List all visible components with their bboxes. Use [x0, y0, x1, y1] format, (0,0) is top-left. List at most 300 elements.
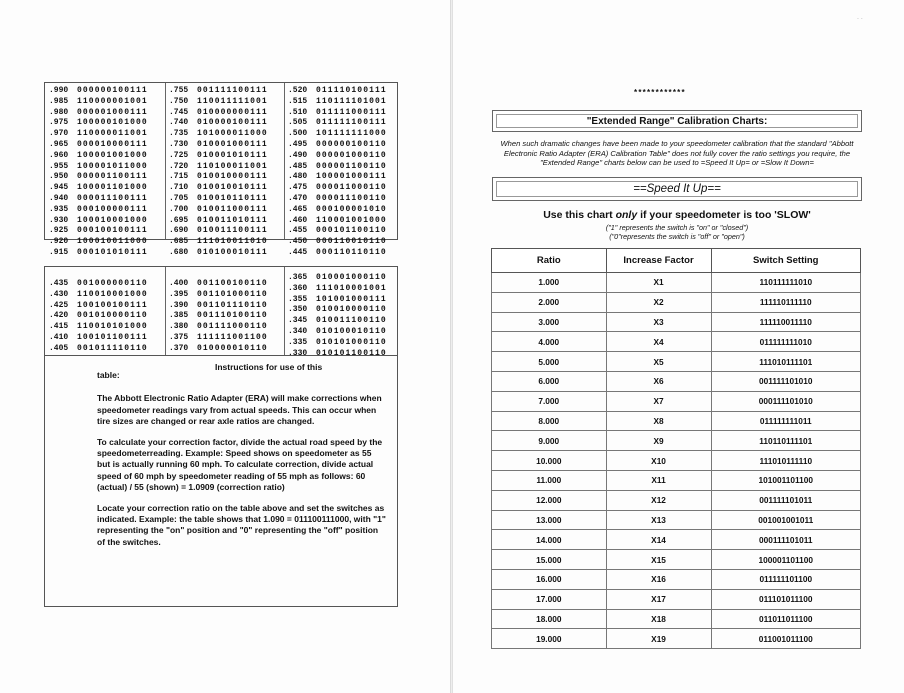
- ratio-value: .345: [288, 316, 308, 326]
- calibration-table-top: [44, 82, 398, 257]
- table-row: [492, 312, 861, 332]
- switch-code: 100100100111: [77, 300, 148, 310]
- table-row: [288, 86, 387, 97]
- table-row: [49, 226, 148, 237]
- table-row: [492, 391, 861, 411]
- table-row: [49, 140, 148, 151]
- ratio-value: .950: [49, 172, 69, 182]
- ratio-value: .340: [288, 326, 308, 336]
- table-row: [49, 322, 148, 333]
- switch-code: 000001100110: [316, 161, 387, 171]
- ratio-value: .450: [288, 237, 308, 247]
- switch-code: 001010000110: [77, 311, 148, 321]
- table-row: [288, 305, 387, 316]
- ratio-value: .710: [169, 183, 189, 193]
- speed-it-up-title: ==Speed It Up==: [633, 183, 721, 195]
- table-row: [169, 333, 268, 344]
- switch-setting-cell: 011101011100: [711, 589, 860, 609]
- table-column: [288, 273, 387, 359]
- ratio-value: .985: [49, 96, 69, 106]
- ratio-value: .680: [169, 247, 189, 257]
- ratio-value: .715: [169, 172, 189, 182]
- table-row: [288, 237, 387, 248]
- ratio-cell: 5.000: [492, 352, 607, 372]
- switch-code: 001111100111: [197, 86, 268, 95]
- table-row: [288, 284, 387, 295]
- switch-code: 000001000110: [316, 150, 387, 160]
- usage-suffix: if your speedometer is too 'SLOW': [637, 209, 811, 221]
- table-row: [49, 172, 148, 183]
- table-row: [169, 216, 268, 227]
- table-row: [49, 248, 148, 259]
- switch-code: 000110010110: [316, 237, 387, 247]
- table-row: [492, 609, 861, 629]
- switch-code: 000000100111: [77, 86, 148, 95]
- increase-factor-cell: X14: [606, 530, 711, 550]
- table-row: [288, 140, 387, 151]
- ratio-cell: 17.000: [492, 589, 607, 609]
- instructions-body: [97, 370, 387, 557]
- ratio-cell: 4.000: [492, 332, 607, 352]
- switch-code: 110001001000: [316, 215, 387, 225]
- table-row: [288, 216, 387, 227]
- ratio-value: .750: [169, 96, 189, 106]
- switch-code: 000110110110: [316, 247, 387, 257]
- increase-factor-cell: X18: [606, 609, 711, 629]
- ratio-value: .470: [288, 193, 308, 203]
- table-row: [288, 226, 387, 237]
- ratio-value: .925: [49, 226, 69, 236]
- switch-code: 000001000111: [77, 107, 148, 117]
- increase-factor-cell: X7: [606, 391, 711, 411]
- ratio-value: .485: [288, 161, 308, 171]
- table-row: [49, 151, 148, 162]
- column-divider: [284, 83, 285, 239]
- table-row: [169, 279, 268, 290]
- extended-range-title: "Extended Range" Calibration Charts:: [586, 115, 768, 127]
- ratio-cell: 8.000: [492, 411, 607, 431]
- switch-setting-cell: 111110111110: [711, 292, 860, 312]
- increase-factor-cell: X10: [606, 451, 711, 471]
- table-row: [169, 97, 268, 108]
- table-row: [49, 183, 148, 194]
- table-row: [288, 118, 387, 129]
- table-row: [169, 129, 268, 140]
- ratio-value: .520: [288, 86, 308, 95]
- ratio-cell: 3.000: [492, 312, 607, 332]
- table-row: [49, 205, 148, 216]
- table-row: [288, 97, 387, 108]
- table-row: [492, 431, 861, 451]
- ratio-cell: 7.000: [492, 391, 607, 411]
- table-row: [49, 162, 148, 173]
- ratio-value: .480: [288, 172, 308, 182]
- switch-code: 100101100111: [77, 332, 148, 342]
- switch-code: 001101000110: [197, 289, 268, 299]
- switch-code: 010001000110: [316, 273, 387, 282]
- switch-setting-cell: 011111111011: [711, 411, 860, 431]
- table-row: [492, 550, 861, 570]
- table-row: [169, 290, 268, 301]
- ratio-value: .370: [169, 343, 189, 353]
- increase-factor-cell: X6: [606, 371, 711, 391]
- switch-setting-cell: 111010111101: [711, 352, 860, 372]
- table-row: [288, 295, 387, 306]
- extended-range-header: [492, 110, 862, 132]
- switch-code: 110000011001: [77, 129, 148, 139]
- table-row: [288, 327, 387, 338]
- ratio-value: .915: [49, 247, 69, 257]
- switch-code: 101000011000: [197, 129, 268, 139]
- increase-factor-cell: X15: [606, 550, 711, 570]
- ratio-cell: 15.000: [492, 550, 607, 570]
- switch-code: 100010001000: [77, 215, 148, 225]
- instructions-title-continued: table:: [97, 370, 120, 380]
- table-row: [169, 344, 268, 355]
- ratio-value: .700: [169, 204, 189, 214]
- ratio-value: .945: [49, 183, 69, 193]
- ratio-value: .420: [49, 311, 69, 321]
- ratio-value: .415: [49, 322, 69, 332]
- table-row: [288, 183, 387, 194]
- switch-setting-cell: 011111111010: [711, 332, 860, 352]
- ratio-value: .375: [169, 332, 189, 342]
- switch-code: 010001010111: [197, 150, 268, 160]
- switch-setting-cell: 111110011110: [711, 312, 860, 332]
- ratio-value: .980: [49, 107, 69, 117]
- switch-setting-cell: 110111111010: [711, 273, 860, 293]
- switch-code: 101001000111: [316, 294, 387, 304]
- table-row: [49, 301, 148, 312]
- table-row: [492, 411, 861, 431]
- ratio-value: .515: [288, 96, 308, 106]
- table-row: [288, 338, 387, 349]
- increase-factor-cell: X11: [606, 470, 711, 490]
- switch-code: 001110100110: [197, 311, 268, 321]
- ratio-value: .445: [288, 247, 308, 257]
- table-row: [169, 86, 268, 97]
- switch-setting-cell: 000111101011: [711, 530, 860, 550]
- switch-code: 000011100110: [316, 193, 387, 203]
- ratio-value: .940: [49, 193, 69, 203]
- switch-code: 000101010111: [77, 247, 148, 257]
- table-row: [169, 205, 268, 216]
- switch-code: 110100011001: [197, 161, 268, 171]
- switch-setting-cell: 011111101100: [711, 569, 860, 589]
- switch-code: 010000000111: [197, 107, 268, 117]
- table-row: [492, 629, 861, 649]
- switch-code: 000001100111: [77, 172, 148, 182]
- table-row: [169, 118, 268, 129]
- switch-code: 100010011000: [77, 237, 148, 247]
- increase-factor-cell: X1: [606, 273, 711, 293]
- switch-code: 011111100111: [316, 118, 387, 128]
- ratio-value: .960: [49, 150, 69, 160]
- ratio-value: .740: [169, 118, 189, 128]
- switch-code: 111111001100: [197, 332, 268, 342]
- table-row: [169, 162, 268, 173]
- switch-code: 001100100110: [197, 279, 268, 288]
- switch-setting-cell: 011001011100: [711, 629, 860, 649]
- table-row: [492, 273, 861, 293]
- switch-code: 100001000111: [316, 172, 387, 182]
- ratio-value: .500: [288, 129, 308, 139]
- table-row: [492, 589, 861, 609]
- table-row: [288, 273, 387, 284]
- ratio-cell: 12.000: [492, 490, 607, 510]
- increase-factor-cell: X13: [606, 510, 711, 530]
- switch-code: 010001000111: [197, 139, 268, 149]
- switch-code: 001011110110: [77, 343, 148, 353]
- increase-factor-cell: X16: [606, 569, 711, 589]
- switch-code: 010011010111: [197, 215, 268, 225]
- table-row: [49, 216, 148, 227]
- table-row: [169, 301, 268, 312]
- usage-prefix: Use this chart: [543, 209, 616, 221]
- ratio-cell: 16.000: [492, 569, 607, 589]
- ratio-value: .730: [169, 139, 189, 149]
- table-row: [49, 108, 148, 119]
- switch-code: 000010000111: [77, 139, 148, 149]
- table-row: [492, 332, 861, 352]
- speed-it-up-header: [492, 177, 862, 201]
- switch-code: 110010001000: [77, 289, 148, 299]
- switch-code: 011111000111: [316, 107, 387, 117]
- table-row: [288, 108, 387, 119]
- ratio-cell: 19.000: [492, 629, 607, 649]
- switch-code: 001000000110: [77, 279, 148, 288]
- switch-setting-cell: 100001101100: [711, 550, 860, 570]
- ratio-value: .490: [288, 150, 308, 160]
- increase-factor-cell: X3: [606, 312, 711, 332]
- increase-factor-cell: X9: [606, 431, 711, 451]
- switch-code: 000011000110: [316, 183, 387, 193]
- table-row: [169, 183, 268, 194]
- switch-code: 110011111001: [197, 96, 268, 106]
- column-header-increase-factor: Increase Factor: [606, 249, 711, 273]
- switch-code: 000100000111: [77, 204, 148, 214]
- table-row: [49, 279, 148, 290]
- ratio-value: .495: [288, 139, 308, 149]
- table-row: [169, 237, 268, 248]
- table-row: [169, 194, 268, 205]
- switch-code: 011110100111: [316, 86, 387, 95]
- ratio-value: .460: [288, 215, 308, 225]
- switch-setting-cell: 111010111110: [711, 451, 860, 471]
- ratio-value: .920: [49, 237, 69, 247]
- switch-code: 111010011010: [197, 237, 268, 247]
- increase-factor-cell: X5: [606, 352, 711, 372]
- table-row: [288, 129, 387, 140]
- switch-code: 010000100111: [197, 118, 268, 128]
- ratio-value: .410: [49, 332, 69, 342]
- switch-code: 001101110110: [197, 300, 268, 310]
- table-row: [49, 344, 148, 355]
- ratio-value: .505: [288, 118, 308, 128]
- switch-setting-cell: 001111101011: [711, 490, 860, 510]
- ratio-value: .725: [169, 150, 189, 160]
- switch-code: 010010110111: [197, 193, 268, 203]
- switch-code: 001111000110: [197, 322, 268, 332]
- ratio-value: .430: [49, 289, 69, 299]
- table-row: [492, 510, 861, 530]
- instructions-paragraph-2: To calculate your correction factor, divide the actual road speed by the speedometerreading. Example: Speed shows on speedometer as 55 but is actually running 60 mph. To calculate correction, divide actual speed of 60 mph by speedometer reading of 55 mph as follows: 60 (actual) / 55 (shown) = 1.0909 (correction ratio): [97, 436, 383, 493]
- switch-code: 100001001000: [77, 150, 148, 160]
- table-row: [288, 151, 387, 162]
- column-divider: [284, 267, 285, 355]
- switch-code: 000101100110: [316, 226, 387, 236]
- ratio-value: .690: [169, 226, 189, 236]
- table-row: [49, 333, 148, 344]
- ratio-value: .965: [49, 139, 69, 149]
- table-row: [49, 97, 148, 108]
- table-row: [492, 451, 861, 471]
- table-row: [49, 118, 148, 129]
- ratio-value: .745: [169, 107, 189, 117]
- ratio-value: .990: [49, 86, 69, 95]
- ratio-cell: 6.000: [492, 371, 607, 391]
- switch-setting-cell: 001111101010: [711, 371, 860, 391]
- ratio-value: .395: [169, 289, 189, 299]
- table-row: [492, 490, 861, 510]
- switch-off-note: ("0"represents the switch is "off" or "open"): [609, 232, 745, 241]
- switch-code: 010100010110: [316, 326, 387, 336]
- switch-code: 010100010111: [197, 247, 268, 257]
- ratio-value: .455: [288, 226, 308, 236]
- ratio-value: .360: [288, 283, 308, 293]
- table-column: [288, 86, 387, 259]
- ratio-cell: 13.000: [492, 510, 607, 530]
- increase-factor-cell: X4: [606, 332, 711, 352]
- table-row: [169, 248, 268, 259]
- table-row: [288, 205, 387, 216]
- column-header-ratio: Ratio: [492, 249, 607, 273]
- switch-on-note: ("1" represents the switch is "on" or "closed"): [605, 223, 749, 232]
- switch-code: 010010010111: [197, 183, 268, 193]
- switch-code: 010101100110: [316, 348, 387, 358]
- ratio-value: .695: [169, 215, 189, 225]
- table-row: [169, 311, 268, 322]
- instructions-paragraph-3: Locate your correction ratio on the table above and set the switches as indicated. Example: the table shows that 1.090 = 011100111000, with "1" representing the "on" position and "0" representing the "off" position of the switches.: [97, 502, 386, 547]
- table-row: [492, 292, 861, 312]
- ratio-value: .735: [169, 129, 189, 139]
- table-row: [288, 172, 387, 183]
- instructions-box: [44, 354, 398, 607]
- switch-code: 111010001001: [316, 283, 387, 293]
- increase-factor-cell: X12: [606, 490, 711, 510]
- table-row: [492, 470, 861, 490]
- calibration-table-middle: [44, 266, 398, 356]
- ratio-cell: 11.000: [492, 470, 607, 490]
- table-row: [492, 371, 861, 391]
- switch-code: 010010000110: [316, 305, 387, 315]
- table-row: [169, 151, 268, 162]
- ratio-value: .405: [49, 343, 69, 353]
- table-row: [49, 194, 148, 205]
- table-row: [169, 108, 268, 119]
- table-column: [49, 86, 148, 259]
- switch-code: 000100100111: [77, 226, 148, 236]
- intro-text: When such dramatic changes have been made to your speedometer calibration that the standard "Abbott Electronic Ratio Adapter (ERA) Calibration Table" does not fully cover the ratio settings you require, the "Extended Range" charts below can be used to =Speed It Up= or =Slow It Down=: [500, 139, 854, 168]
- star-divider: ************: [634, 88, 686, 97]
- usage-emphasis: only: [615, 209, 638, 221]
- switch-setting-cell: 110110111101: [711, 431, 860, 451]
- ratio-value: .930: [49, 215, 69, 225]
- table-row: [169, 226, 268, 237]
- switch-code: 101111111000: [316, 129, 387, 139]
- table-row: [492, 569, 861, 589]
- ratio-cell: 1.000: [492, 273, 607, 293]
- table-row: [288, 248, 387, 259]
- table-column: [169, 279, 268, 355]
- ratio-cell: 18.000: [492, 609, 607, 629]
- ratio-value: .330: [288, 348, 308, 358]
- column-divider: [165, 83, 166, 239]
- table-row: [49, 290, 148, 301]
- switch-code: 100001101000: [77, 183, 148, 193]
- table-row: [492, 530, 861, 550]
- switch-setting-cell: 000111101010: [711, 391, 860, 411]
- switch-code: 110010101000: [77, 322, 148, 332]
- speed-it-up-table: [491, 248, 861, 649]
- usage-instruction: [488, 209, 866, 221]
- switch-setting-cell: 101001101100: [711, 470, 860, 490]
- ratio-value: .955: [49, 161, 69, 171]
- table-row: [49, 311, 148, 322]
- switch-code: 010011100110: [316, 316, 387, 326]
- instructions-title: Instructions for use of this: [215, 362, 323, 372]
- ratio-cell: 9.000: [492, 431, 607, 451]
- increase-factor-cell: X2: [606, 292, 711, 312]
- increase-factor-cell: X19: [606, 629, 711, 649]
- increase-factor-cell: X17: [606, 589, 711, 609]
- ratio-value: .365: [288, 273, 308, 282]
- switch-code: 010101000110: [316, 337, 387, 347]
- ratio-value: .685: [169, 237, 189, 247]
- increase-factor-cell: X8: [606, 411, 711, 431]
- table-row: [49, 237, 148, 248]
- ratio-value: .335: [288, 337, 308, 347]
- table-row: [288, 194, 387, 205]
- ratio-value: .350: [288, 305, 308, 315]
- ratio-value: .935: [49, 204, 69, 214]
- table-row: [169, 322, 268, 333]
- instructions-paragraph-1: The Abbott Electronic Ratio Adapter (ERA) will make corrections when speedometer readings vary from actual speeds. This can occur when tire sizes are changed or rear axle ratios are changed.: [97, 393, 382, 427]
- ratio-value: .425: [49, 300, 69, 310]
- column-divider: [165, 267, 166, 355]
- ratio-value: .400: [169, 279, 189, 288]
- switch-code: 010011000111: [197, 204, 268, 214]
- ratio-value: .385: [169, 311, 189, 321]
- switch-code: 010011100111: [197, 226, 268, 236]
- ratio-value: .435: [49, 279, 69, 288]
- ratio-value: .465: [288, 204, 308, 214]
- switch-code: 110000001001: [77, 96, 148, 106]
- table-row: [169, 140, 268, 151]
- switch-code: 000011100111: [77, 193, 148, 203]
- ratio-value: .510: [288, 107, 308, 117]
- switch-code: 100001011000: [77, 161, 148, 171]
- switch-code: 010000010110: [197, 343, 268, 353]
- column-header-switch-setting: Switch Setting: [711, 249, 860, 273]
- table-column: [49, 279, 148, 355]
- ratio-value: .380: [169, 322, 189, 332]
- ratio-value: .705: [169, 193, 189, 203]
- ratio-value: .475: [288, 183, 308, 193]
- page-mark: . .: [857, 14, 863, 21]
- table-column: [169, 86, 268, 259]
- switch-code: 000100001010: [316, 204, 387, 214]
